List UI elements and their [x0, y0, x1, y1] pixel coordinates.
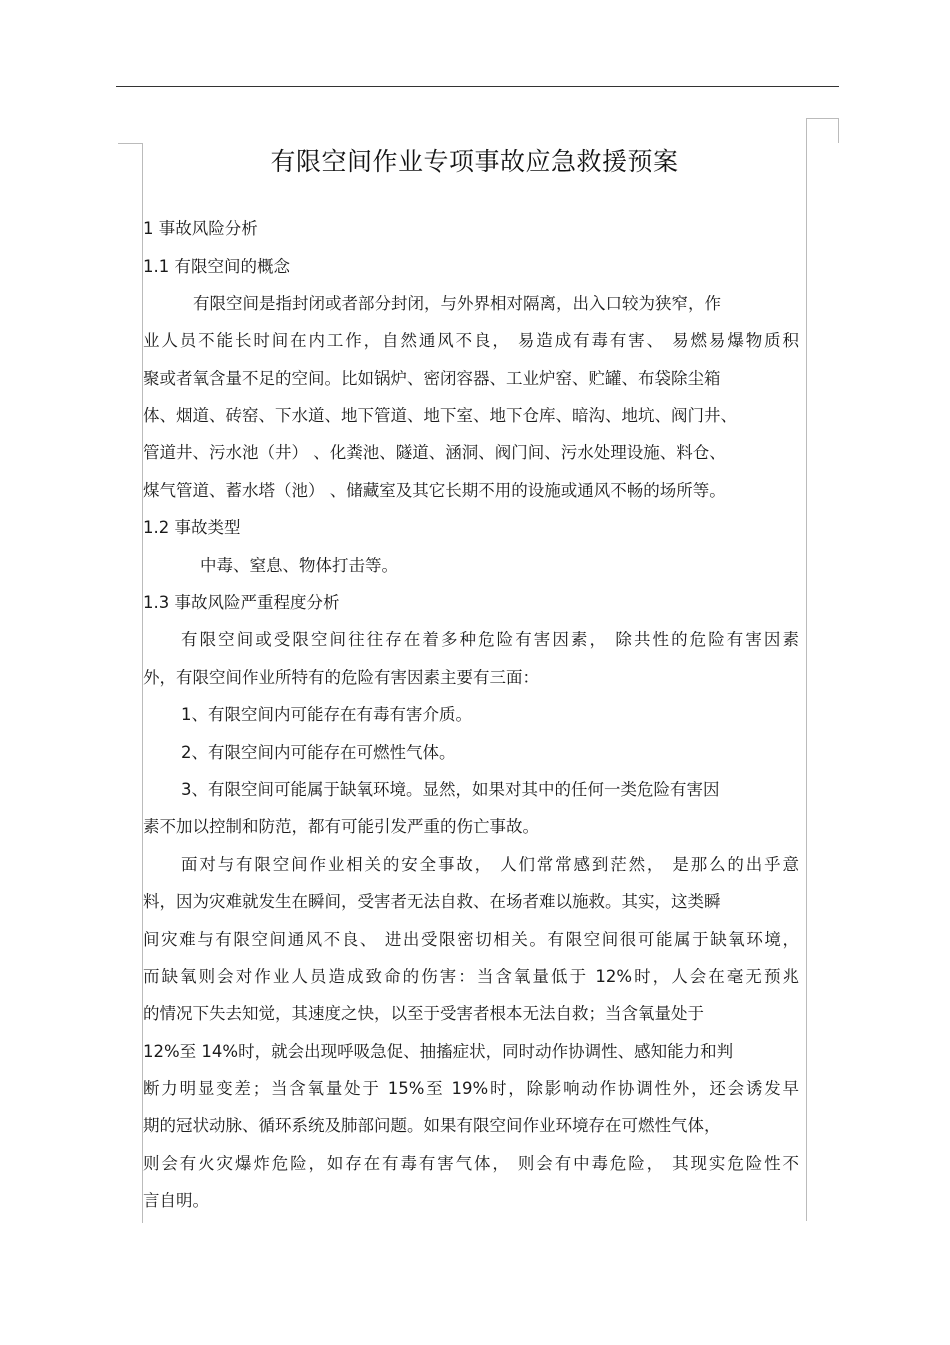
heading-1-2: 1.2 事故类型 — [143, 518, 241, 537]
list-item: 1、有限空间内可能存在有毒有害介质。 — [181, 705, 472, 724]
paragraph-line: 言自明。 — [143, 1191, 209, 1210]
paragraph-line: 素不加以控制和防范，都有可能引发严重的伤亡事故。 — [143, 817, 539, 836]
document-title: 有限空间作业专项事故应急救援预案 — [270, 147, 679, 176]
paragraph-line: 期的冠状动脉、循环系统及肺部问题。如果有限空间作业环境存在可燃性气体， — [143, 1116, 721, 1135]
list-item: 2、有限空间内可能存在可燃性气体。 — [181, 743, 456, 762]
paragraph-line: 外，有限空间作业所特有的危险有害因素主要有三面： — [143, 668, 539, 687]
crop-mark-right-v — [806, 118, 807, 1221]
header-rule — [116, 86, 839, 87]
paragraph-line: 的情况下失去知觉，其速度之快，以至于受害者根本无法自救；当含氧量处于 — [143, 1004, 704, 1023]
paragraph-line: 间灾难与有限空间通风不良、 进出受限密切相关。有限空间很可能属于缺氧环境， — [143, 930, 799, 949]
paragraph-line: 管道井、污水池（井） 、化粪池、隧道、涵洞、阀门间、污水处理设施、料仓、 — [143, 443, 726, 462]
paragraph-line: 面对与有限空间作业相关的安全事故， 人们常常感到茫然， 是那么的出乎意 — [181, 855, 799, 874]
paragraph-line: 业人员不能长时间在内工作，自然通风不良， 易造成有毒有害、 易燃易爆物质积 — [143, 331, 799, 350]
paragraph-line: 料，因为灾难就发生在瞬间，受害者无法自救、在场者难以施救。其实，这类瞬 — [143, 892, 721, 911]
paragraph-line: 而缺氧则会对作业人员造成致命的伤害：当含氧量低于 12%时，人会在毫无预兆 — [143, 967, 799, 986]
heading-1-3: 1.3 事故风险严重程度分析 — [143, 593, 340, 612]
paragraph-line: 中毒、窒息、物体打击等。 — [200, 556, 398, 575]
paragraph-line: 则会有火灾爆炸危险，如存在有毒有害气体， 则会有中毒危险， 其现实危险性不 — [143, 1154, 799, 1173]
paragraph-line: 聚或者氧含量不足的空间。比如锅炉、密闭容器、工业炉窑、贮罐、布袋除尘箱 — [143, 369, 721, 388]
crop-mark-right-v2 — [838, 118, 839, 143]
list-item: 3、有限空间可能属于缺氧环境。显然，如果对其中的任何一类危险有害因 — [181, 780, 720, 799]
paragraph-line: 12%至 14%时，就会出现呼吸急促、抽搐症状，同时动作协调性、感知能力和判 — [143, 1042, 734, 1061]
paragraph-line: 体、烟道、砖窑、下水道、地下管道、地下室、地下仓库、暗沟、地坑、阀门井、 — [143, 406, 737, 425]
paragraph-line: 有限空间或受限空间往往存在着多种危险有害因素， 除共性的危险有害因素 — [181, 630, 799, 649]
heading-1-1: 1.1 有限空间的概念 — [143, 257, 290, 276]
crop-mark-right-h — [806, 118, 838, 119]
paragraph-line: 断力明显变差；当含氧量处于 15%至 19%时，除影响动作协调性外，还会诱发早 — [143, 1079, 799, 1098]
heading-1: 1 事故风险分析 — [143, 219, 258, 238]
crop-mark-left-h — [118, 143, 143, 144]
paragraph-line: 有限空间是指封闭或者部分封闭，与外界相对隔离，出入口较为狭窄，作 — [193, 294, 721, 313]
paragraph-line: 煤气管道、蓄水塔（池） 、储藏室及其它长期不用的设施或通风不畅的场所等。 — [143, 481, 726, 500]
